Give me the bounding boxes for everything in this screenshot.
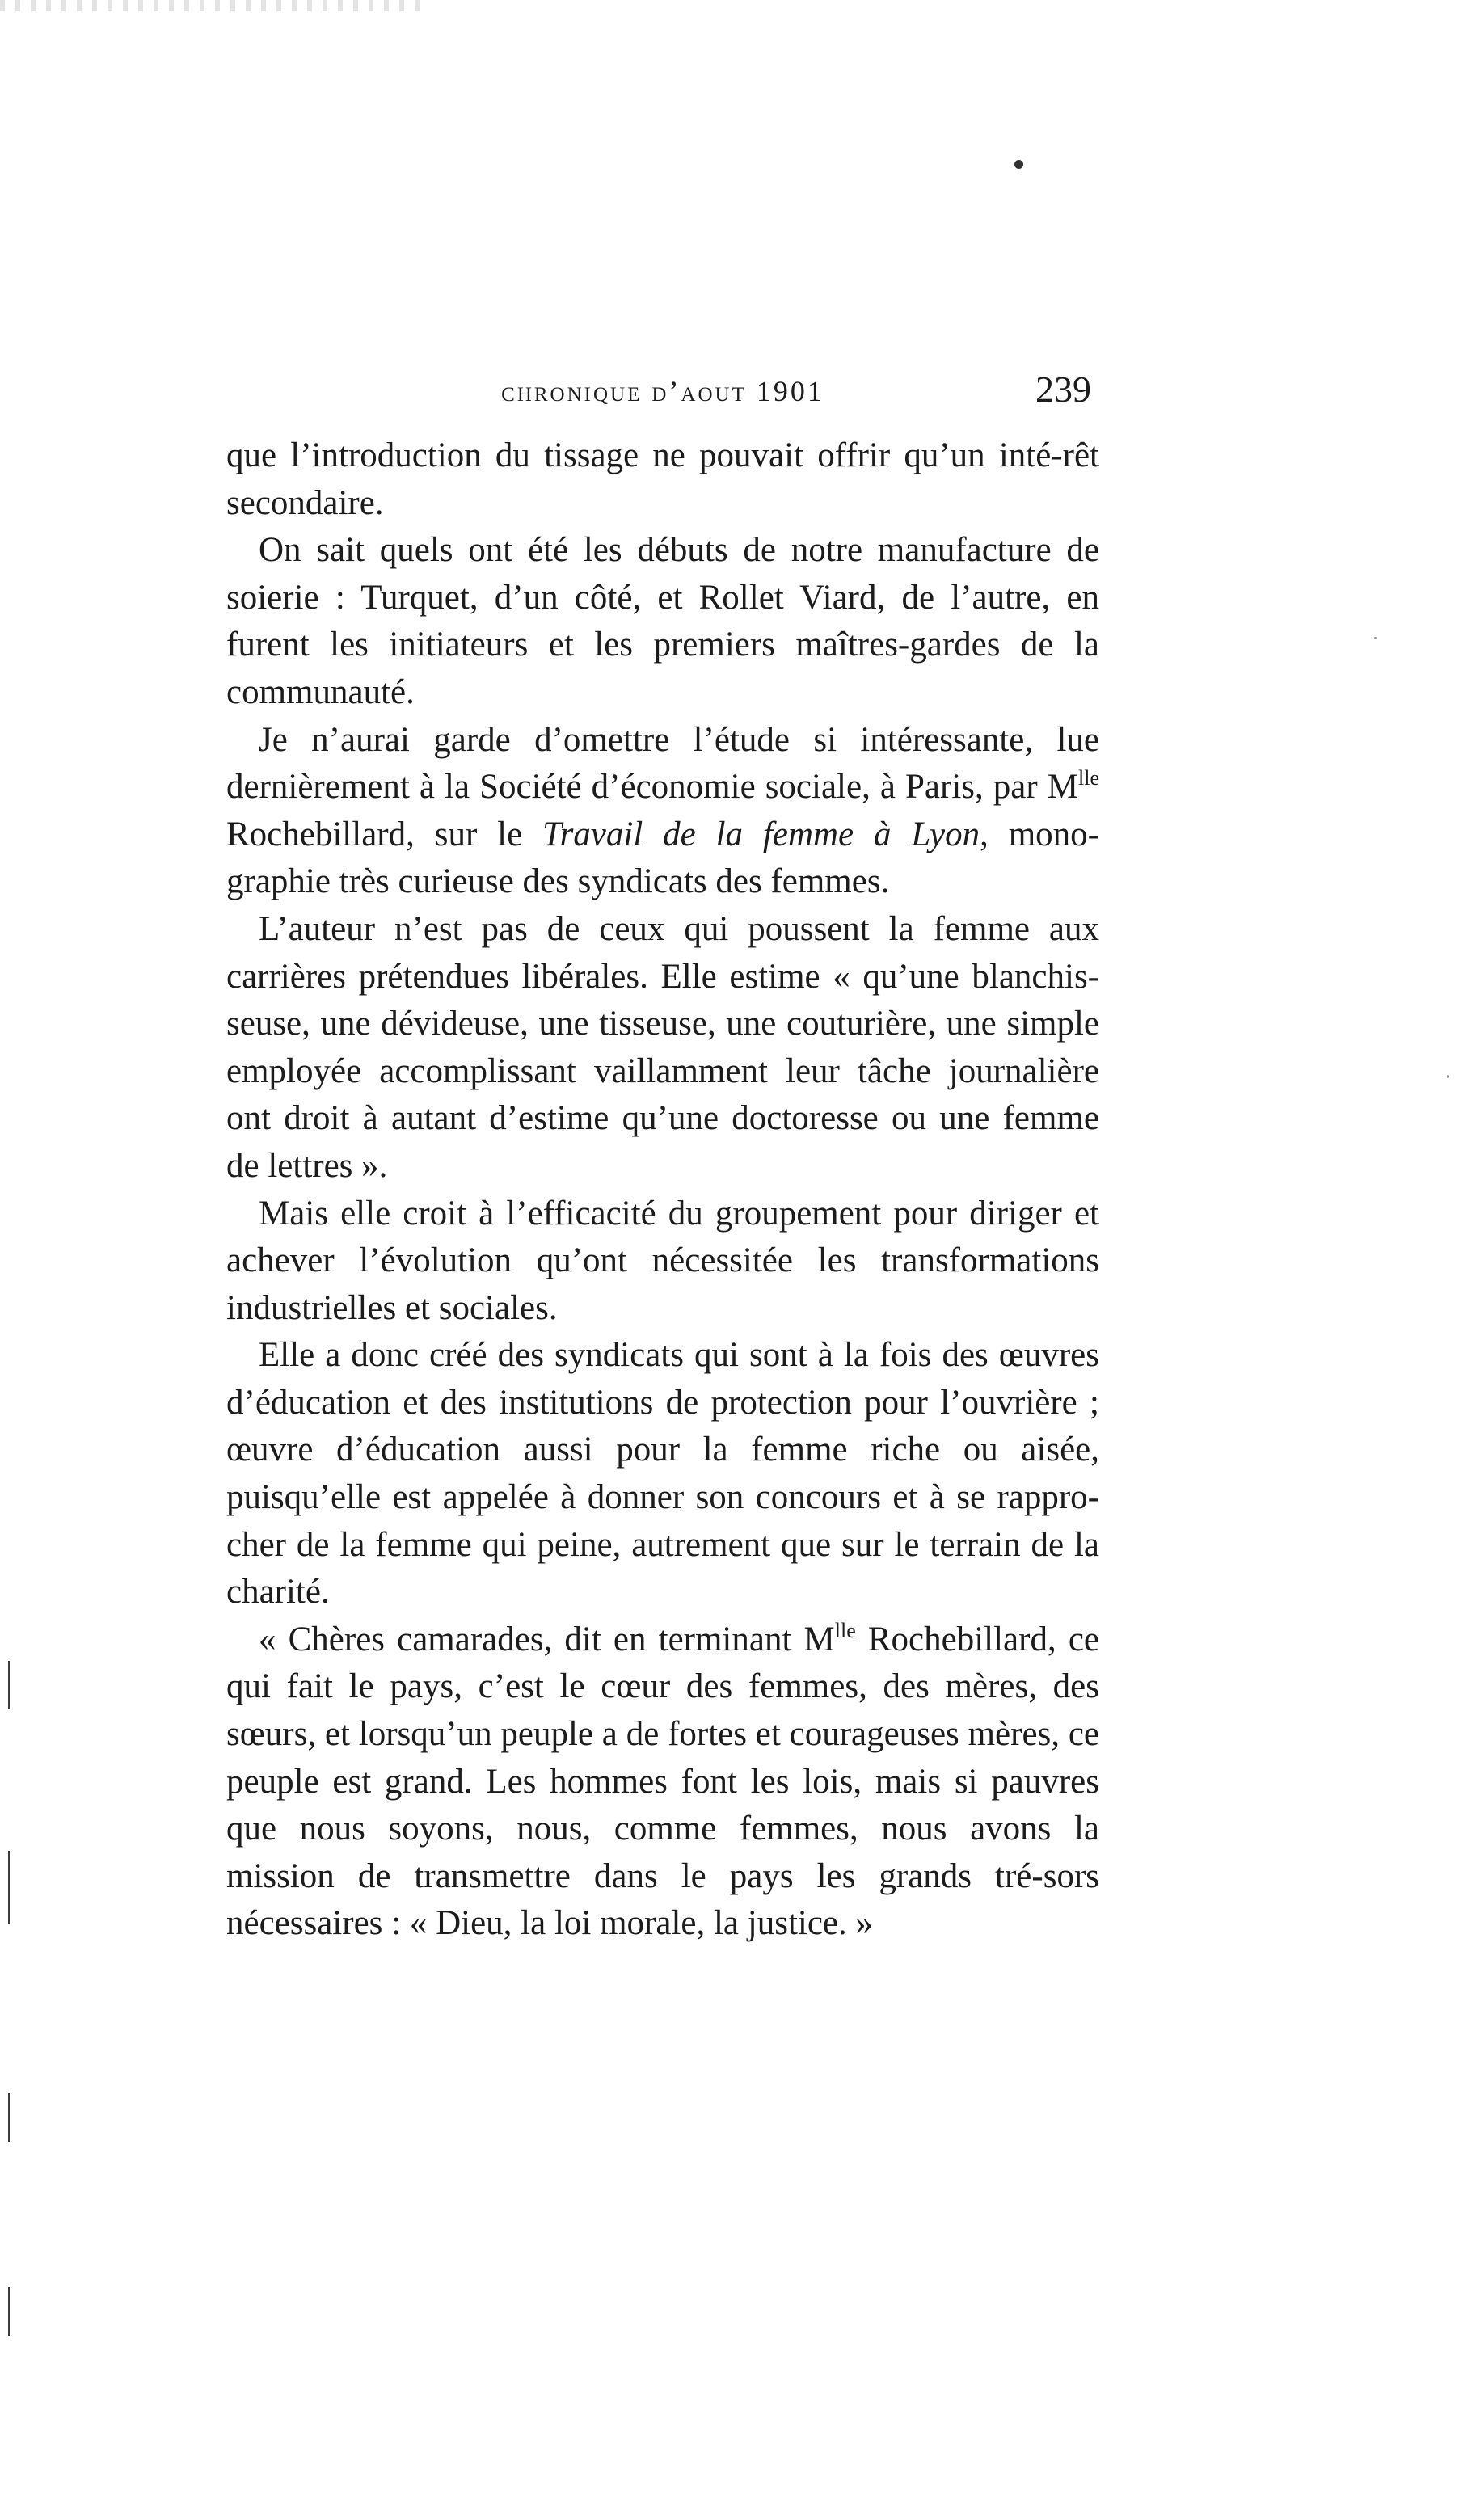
paragraph <box>226 906 1099 1190</box>
paragraph-text: Mais elle croit à l’efficacité du groupement pour diriger et achever l’évolution qu’ont nécessitée les transformations industrielles et sociales. <box>226 1194 1099 1327</box>
scan-speck <box>1447 1075 1449 1078</box>
italic-title: Travail de la femme à Lyon <box>542 815 980 853</box>
paragraph-text: Rochebillard, ce qui fait le pays, c’est le cœur des femmes, des mères, des sœurs, et lorsqu’un peuple a de fortes et courageuses mères, ce peuple est grand. Les hommes font les lois, mais si pauvres que nous soyons, nous, comme femmes, nous avons la mission de transmettre dans le pays les grands tré-sors nécessaires : « Dieu, la loi morale, la justice. » <box>226 1620 1099 1943</box>
paragraph-text: « Chères camarades, dit en terminant M <box>259 1620 835 1658</box>
scan-speck <box>1014 160 1023 169</box>
paragraph-text: L’auteur n’est pas de ceux qui poussent la femme aux carrières prétendues libérales. Elle estime « qu’une blanchis-seuse, une dévideuse, une tisseuse, une couturière, une simple employée accomplissant vaillamment leur tâche journalière ont droit à autant d’estime qu’une doctoresse ou une femme de lettres ». <box>226 909 1099 1185</box>
scan-edge-mark <box>8 1851 10 1924</box>
paragraph-text: Rochebillard, sur le <box>226 815 543 853</box>
page-header <box>226 368 1099 416</box>
running-head: chronique d’aout 1901 <box>501 375 824 407</box>
paragraph <box>226 1332 1099 1616</box>
paragraph-text: que l’introduction du tissage ne pouvait offrir qu’un inté-rêt secondaire. <box>226 436 1099 522</box>
superscript-text: lle <box>834 1618 856 1642</box>
paragraph <box>226 717 1099 906</box>
scan-speck <box>1374 637 1377 639</box>
paragraph-text: Je n’aurai garde d’omettre l’étude si intéressante, lue dernièrement à la Société d’économie sociale, à Paris, par M <box>226 720 1099 807</box>
page-number: 239 <box>1035 369 1091 410</box>
scan-edge-mark <box>8 1661 10 1709</box>
scan-edge-mark <box>8 2287 10 2336</box>
paragraph <box>226 432 1099 527</box>
paragraph <box>226 1190 1099 1333</box>
body-text <box>226 432 1099 1948</box>
paragraph-text: , mono-graphie très curieuse des syndicats des femmes. <box>226 815 1099 901</box>
paragraph <box>226 527 1099 716</box>
paragraph-text: Elle a donc créé des syndicats qui sont à la fois des œuvres d’éducation et des institutions de protection pour l’ouvrière ; œuvre d’éducation aussi pour la femme riche ou aisée, puisqu’elle est appelée à donner son concours et à se rappro-cher de la femme qui peine, autrement que sur le terrain de la charité. <box>226 1336 1099 1612</box>
paragraph-text: On sait quels ont été les débuts de notre manufacture de soierie : Turquet, d’un côté, et Rollet Viard, de l’autre, en furent les initiateurs et les premiers maîtres-gardes de la communauté. <box>226 531 1099 711</box>
scan-edge-mark <box>8 2093 10 2142</box>
paragraph <box>226 1616 1099 1948</box>
scan-noise-top <box>0 0 420 11</box>
superscript-text: lle <box>1078 766 1099 790</box>
